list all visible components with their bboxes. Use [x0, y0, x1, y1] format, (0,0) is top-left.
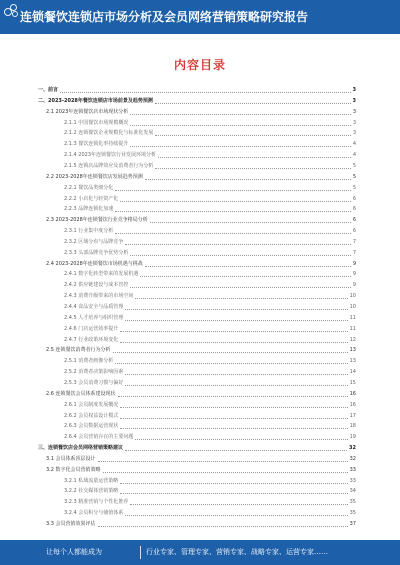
toc-leader-dots [130, 287, 350, 288]
footer-slogan: 让每个人都能成为 [46, 548, 102, 556]
toc-entry-label: 三、连锁餐饮店会员网络营销策略建议 [38, 445, 124, 452]
toc-entry-label: 2.3.2 区域分布与品牌竞争 [64, 238, 124, 245]
toc-entry-page: 10 [349, 293, 356, 300]
bubbles-icon [4, 4, 18, 18]
footer-services: 行业专家、管理专家、营销专家、战略专家、运营专家…… [146, 548, 328, 556]
toc-leader-dots [115, 211, 351, 212]
toc-entry[interactable] [64, 249, 356, 257]
toc-entry-label: 3.2.4 会员积分与储值体系 [64, 510, 124, 517]
toc-entry-page: 35 [349, 510, 356, 517]
toc-entry-page: 9 [352, 260, 356, 267]
toc-entry-label: 2.2 2023-2028年连锁餐饮店发展趋势预测 [46, 173, 143, 180]
toc-leader-dots [158, 157, 351, 158]
table-of-contents [38, 86, 356, 531]
toc-entry-page: 9 [352, 282, 356, 289]
toc-entry[interactable] [64, 379, 356, 387]
toc-entry-label: 2.6.3 会员数据运营现状 [64, 423, 119, 430]
page-footer [0, 540, 400, 565]
toc-entry-label: 3.2 数字化会员营销策略 [46, 466, 101, 473]
toc-entry-label: 2.1.3 餐饮连锁化率持续提升 [64, 141, 129, 148]
toc-entry[interactable] [64, 238, 356, 246]
toc-entry[interactable] [64, 140, 356, 148]
toc-entry[interactable] [64, 509, 356, 517]
toc-entry[interactable] [64, 401, 356, 409]
toc-entry-page: 13 [349, 358, 356, 365]
toc-leader-dots [115, 233, 351, 234]
toc-entry-label: 3.2.2 社交媒体营销策略 [64, 488, 119, 495]
toc-leader-dots [125, 374, 347, 375]
toc-entry[interactable] [64, 195, 356, 203]
footer-divider [140, 546, 141, 559]
toc-entry[interactable] [64, 368, 356, 376]
toc-leader-dots [120, 407, 347, 408]
toc-leader-dots [130, 125, 350, 126]
toc-entry-label: 2.4.2 供应链建设与成本管控 [64, 282, 129, 289]
toc-entry-label: 2.3.3 头部品牌竞争优势分析 [64, 249, 129, 256]
toc-entry-page: 33 [349, 477, 356, 484]
toc-entry-page: 3 [352, 97, 356, 104]
toc-leader-dots [135, 439, 347, 440]
toc-leader-dots [125, 244, 350, 245]
toc-leader-dots [125, 320, 347, 321]
toc-entry-page: 32 [349, 445, 356, 452]
toc-entry-label: 2.4.3 消费升级带来的市场空间 [64, 293, 134, 300]
toc-entry-page: 3 [352, 87, 356, 93]
toc-entry[interactable] [46, 390, 356, 398]
toc-leader-dots [135, 298, 347, 299]
toc-leader-dots [98, 461, 348, 462]
toc-entry-label: 3.2.3 精准营销与个性化推荐 [64, 499, 129, 506]
toc-entry[interactable] [46, 520, 356, 528]
toc-entry[interactable] [46, 216, 356, 224]
toc-entry[interactable] [64, 314, 356, 322]
toc-leader-dots [145, 179, 351, 180]
toc-leader-dots [130, 114, 351, 115]
toc-entry[interactable] [46, 466, 356, 474]
toc-entry-label: 2.1.1 中国餐饮市场规模概况 [64, 119, 129, 126]
toc-entry[interactable] [64, 487, 356, 495]
toc-leader-dots [155, 135, 350, 136]
toc-entry-page: 7 [352, 238, 356, 245]
toc-entry[interactable] [64, 162, 356, 170]
toc-leader-dots [150, 222, 351, 223]
toc-entry[interactable] [64, 357, 356, 365]
toc-entry[interactable] [64, 498, 356, 506]
toc-entry-label: 2.1.2 连锁餐饮企业规模化与标准化发展 [64, 130, 154, 137]
toc-entry-page: 34 [349, 488, 356, 495]
toc-entry[interactable] [38, 86, 356, 94]
toc-entry-label: 2.3 2023-2028年连锁餐饮行业竞争格局分析 [46, 217, 148, 224]
toc-entry[interactable] [46, 455, 356, 463]
toc-entry-page: 3 [352, 130, 356, 137]
toc-entry[interactable] [64, 303, 356, 311]
toc-entry-label: 2.4.7 行业政策环境变化 [64, 336, 119, 343]
toc-leader-dots [125, 385, 347, 386]
toc-entry-page: 11 [349, 314, 356, 321]
toc-entry-label: 2.4.6 门店运营效率提升 [64, 325, 119, 332]
toc-entry[interactable] [64, 336, 356, 344]
toc-entry-page: 7 [352, 249, 356, 256]
toc-entry-label: 2.2.2 小店化与轻资产化 [64, 195, 119, 202]
toc-leader-dots [120, 342, 347, 343]
toc-entry-page: 6 [352, 206, 356, 213]
toc-entry-label: 2.1 2023年连锁餐饮店市场现状分析 [46, 108, 129, 115]
toc-entry-label: 2.6.1 会员制度发展概况 [64, 401, 119, 408]
toc-entry-label: 3.3 会员营销效果评估 [46, 521, 96, 527]
toc-entry[interactable] [64, 184, 356, 192]
toc-leader-dots [130, 255, 350, 256]
toc-heading: 内容目录 [173, 58, 226, 72]
toc-entry-page: 12 [349, 336, 356, 343]
toc-entry-label: 2.6.4 会员营销存在的主要问题 [64, 434, 134, 441]
toc-leader-dots [125, 515, 347, 516]
toc-entry[interactable] [64, 477, 356, 485]
toc-entry-page: 3 [352, 119, 356, 126]
toc-leader-dots [140, 276, 350, 277]
toc-entry-label: 2.5.3 会员消费习惯与偏好 [64, 379, 124, 386]
toc-leader-dots [155, 103, 351, 104]
toc-entry[interactable] [46, 260, 356, 268]
toc-entry[interactable] [64, 325, 356, 333]
toc-leader-dots [125, 450, 347, 451]
toc-leader-dots [125, 309, 347, 310]
toc-entry-page: 11 [349, 325, 356, 332]
toc-entry-page: 6 [352, 228, 356, 235]
toc-entry-page: 17 [349, 412, 356, 419]
toc-entry-label: 2.4.4 食品安全与品质管理 [64, 304, 124, 310]
toc-entry-page: 5 [352, 162, 356, 169]
toc-entry[interactable] [64, 433, 356, 441]
toc-entry-label: 3.1 会员体系顶层设计 [46, 455, 96, 462]
toc-entry[interactable] [64, 422, 356, 430]
toc-entry[interactable] [64, 270, 356, 278]
toc-entry-label: 二、2023-2028年餐饮连锁店市场前景及趋势预测 [38, 97, 153, 104]
toc-entry[interactable] [38, 97, 356, 105]
toc-entry[interactable] [46, 108, 356, 116]
toc-entry-page: 32 [349, 455, 356, 462]
toc-leader-dots [113, 352, 348, 353]
toc-entry-page: 37 [349, 521, 356, 527]
toc-entry-label: 2.6 连锁餐饮会员体系建设现状 [46, 390, 116, 397]
toc-entry-page: 5 [352, 173, 356, 180]
toc-entry[interactable] [64, 151, 356, 159]
toc-entry-label: 2.6.2 会员权益设计模式 [64, 412, 119, 419]
toc-entry-page: 35 [349, 499, 356, 506]
toc-entry-page: 33 [349, 466, 356, 473]
toc-entry[interactable] [38, 444, 356, 452]
toc-leader-dots [115, 190, 351, 191]
toc-entry-label: 2.4 2023-2028年连锁餐饮市场机遇与挑战 [46, 260, 143, 267]
toc-entry-page: 16 [349, 401, 356, 408]
toc-entry-label: 2.5.1 消费者画像分析 [64, 358, 114, 365]
toc-entry[interactable] [64, 205, 356, 213]
toc-entry-label: 2.1.4 2023年连锁餐饮行业发展环境分析 [64, 152, 157, 159]
toc-entry-page: 15 [349, 379, 356, 386]
toc-entry-page: 18 [349, 423, 356, 430]
toc-entry-label: 2.1.5 连锁店品牌效应及消费者行为分析 [64, 162, 154, 169]
toc-entry[interactable] [46, 173, 356, 181]
toc-entry[interactable] [64, 119, 356, 127]
toc-entry-label: 一、前言 [38, 87, 59, 93]
toc-leader-dots [130, 504, 347, 505]
toc-leader-dots [120, 428, 347, 429]
toc-entry[interactable] [64, 292, 356, 300]
toc-leader-dots [98, 526, 348, 527]
toc-entry-page: 6 [352, 195, 356, 202]
toc-entry-page: 10 [349, 304, 356, 310]
toc-entry-label: 3.2.1 私域流量运营策略 [64, 477, 119, 484]
toc-entry-page: 6 [352, 217, 356, 224]
toc-leader-dots [120, 493, 347, 494]
toc-entry-label: 2.4.1 数字化转型带来的发展机遇 [64, 271, 139, 278]
toc-entry-label: 2.5.2 消费者决策影响因素 [64, 369, 124, 376]
toc-entry-label: 2.5 连锁餐饮消费者行为分析 [46, 347, 111, 354]
toc-leader-dots [120, 201, 351, 202]
toc-entry[interactable] [64, 129, 356, 137]
report-title: 连锁餐饮连锁店市场分析及会员网络营销策略研究报告 [20, 10, 309, 24]
toc-entry-page: 16 [349, 390, 356, 397]
toc-entry-page: 4 [352, 141, 356, 148]
toc-entry-page: 19 [349, 434, 356, 441]
toc-leader-dots [120, 418, 347, 419]
toc-entry-label: 2.3.1 行业集中度分析 [64, 228, 114, 235]
toc-entry[interactable] [64, 281, 356, 289]
toc-entry-label: 2.2.1 餐饮品类细分化 [64, 184, 114, 191]
toc-entry-page: 14 [349, 369, 356, 376]
toc-leader-dots [118, 396, 348, 397]
toc-entry[interactable] [64, 227, 356, 235]
toc-leader-dots [120, 331, 347, 332]
page-header [0, 0, 400, 34]
toc-leader-dots [60, 92, 351, 93]
toc-entry-page: 13 [349, 347, 356, 354]
toc-entry-page: 3 [352, 108, 356, 115]
toc-entry-page: 9 [352, 271, 356, 278]
toc-leader-dots [145, 266, 351, 267]
toc-leader-dots [155, 168, 350, 169]
toc-leader-dots [115, 363, 347, 364]
toc-leader-dots [103, 472, 348, 473]
toc-entry[interactable] [46, 346, 356, 354]
toc-entry-label: 2.2.3 品牌连锁化加速 [64, 206, 114, 213]
toc-entry-page: 5 [352, 184, 356, 191]
toc-leader-dots [120, 483, 347, 484]
toc-entry-page: 4 [352, 152, 356, 159]
toc-leader-dots [130, 146, 350, 147]
toc-entry[interactable] [64, 412, 356, 420]
toc-entry-label: 2.4.5 人才培养与组织管理 [64, 314, 124, 321]
